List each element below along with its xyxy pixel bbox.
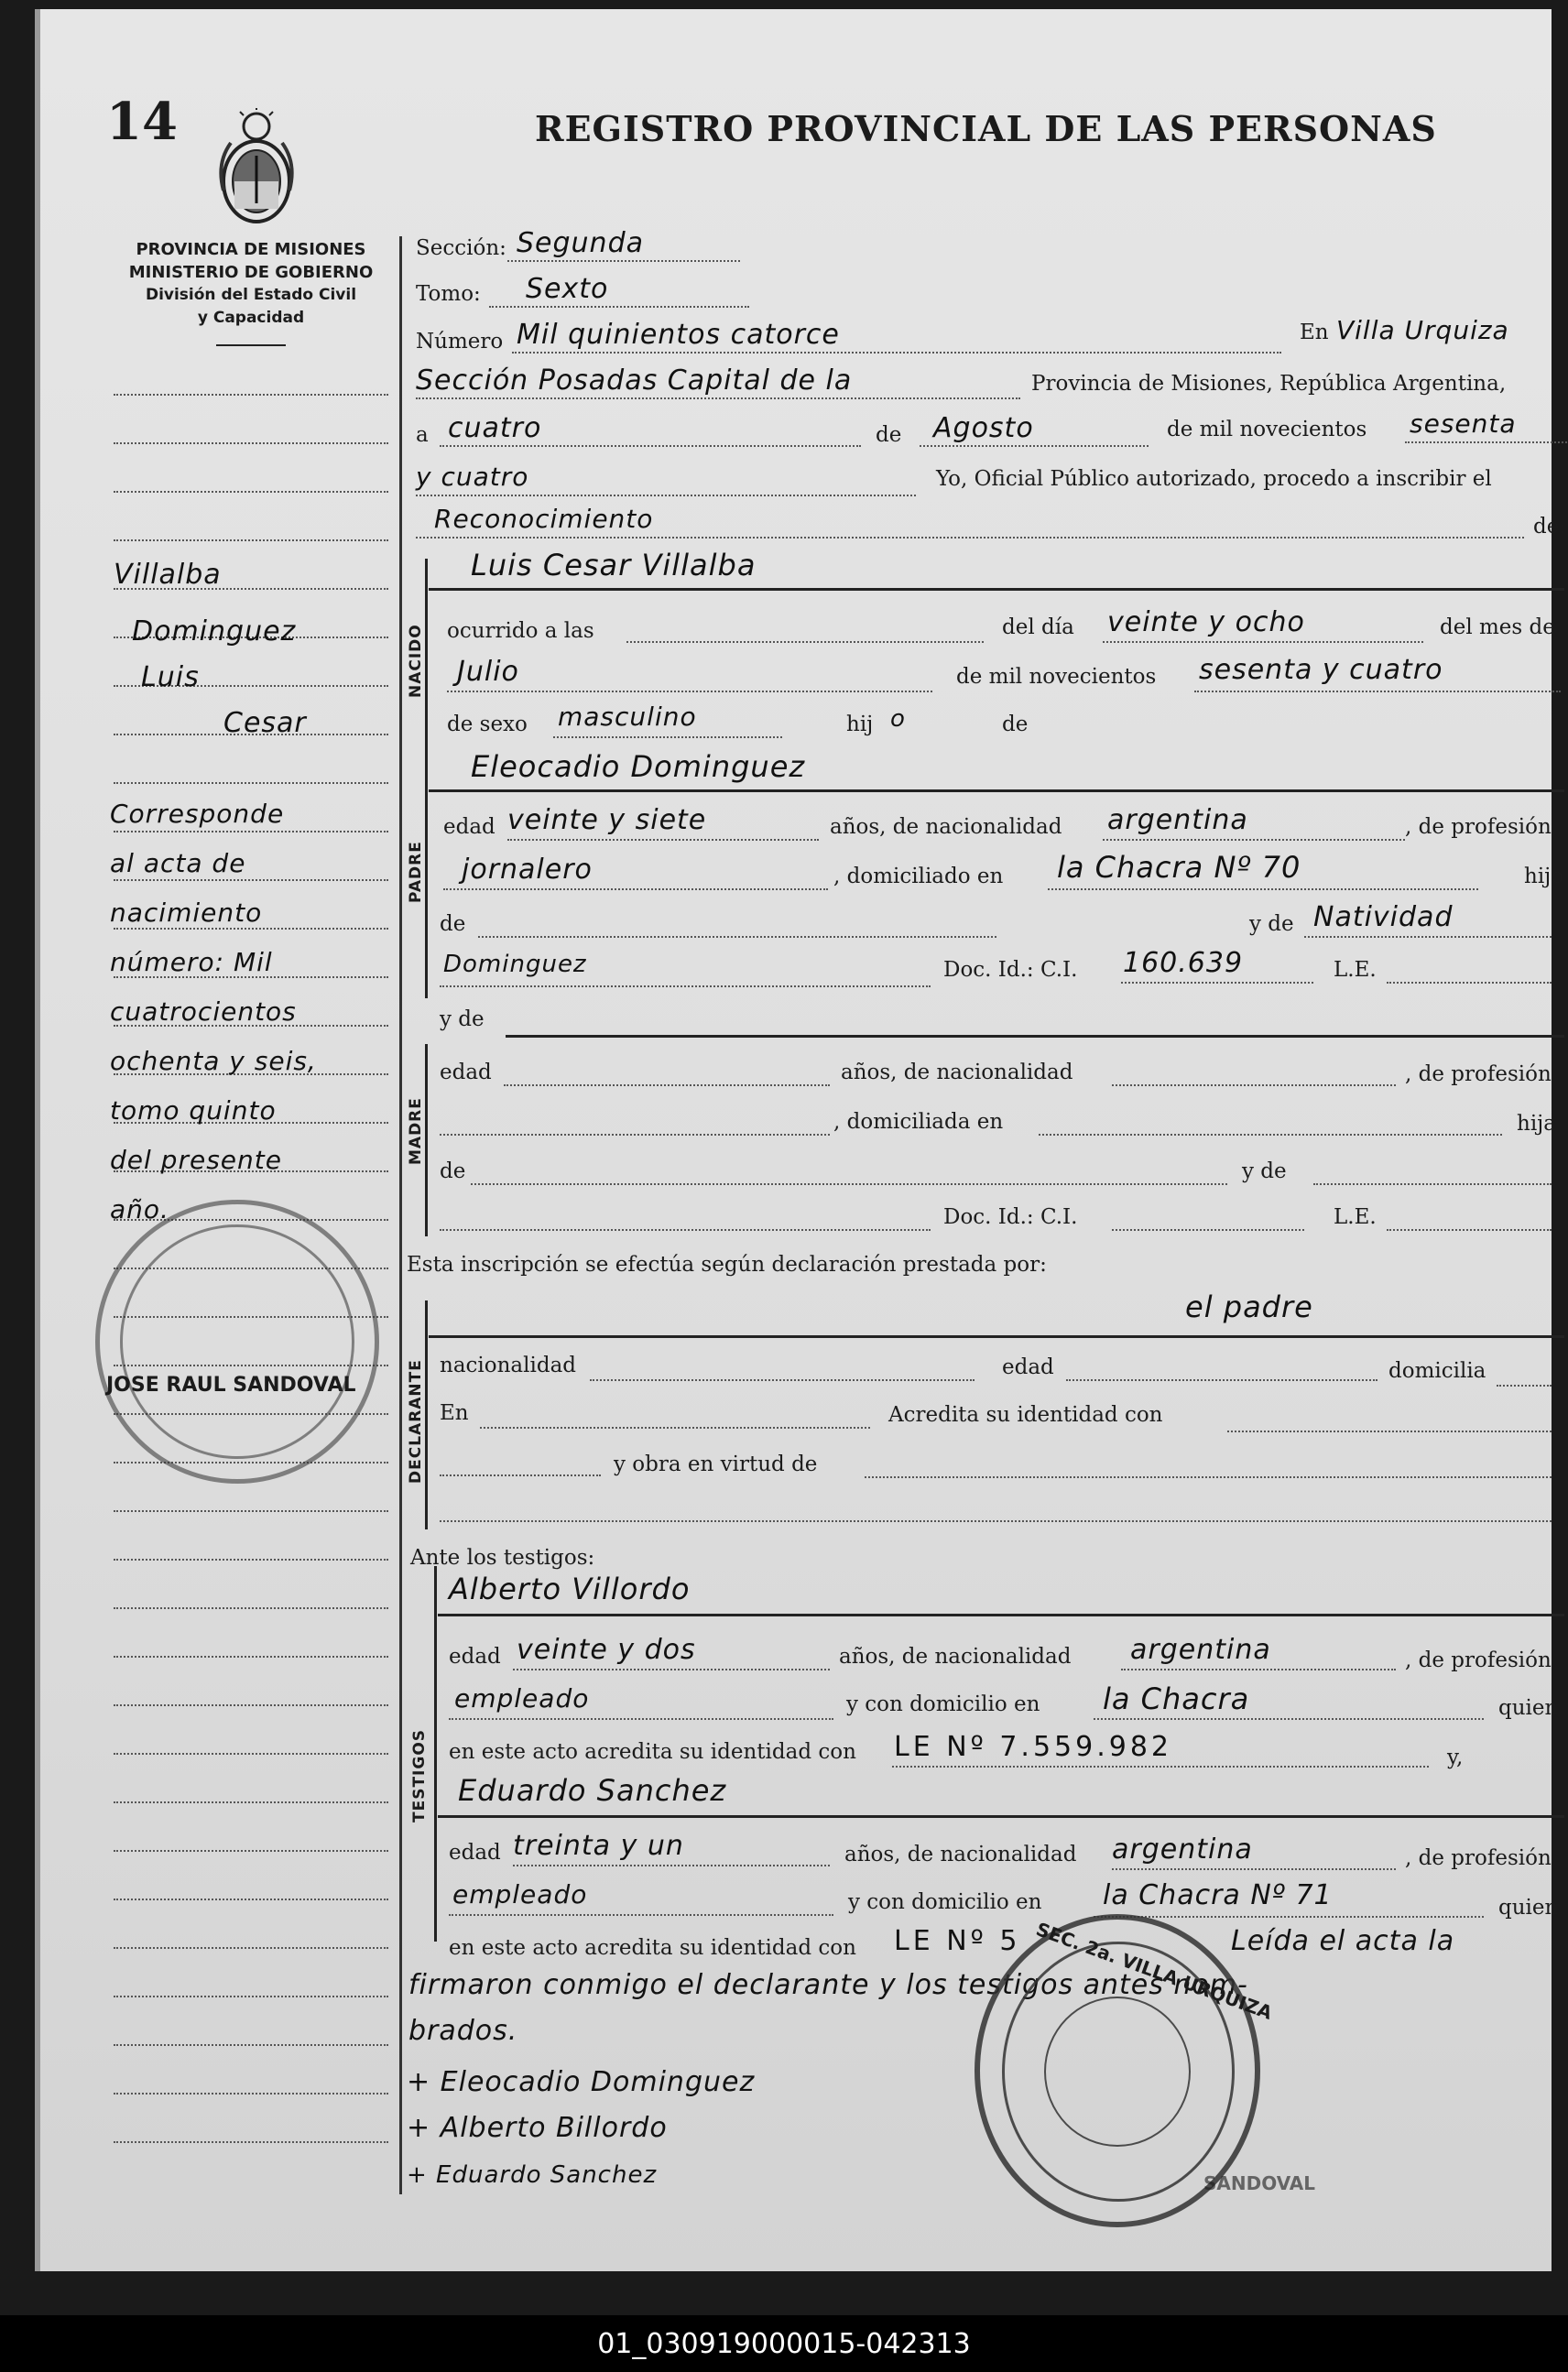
- margin-line: [114, 1656, 388, 1658]
- certificate-page: [35, 9, 1567, 2271]
- value-numero: Mil quinientos catorce: [517, 319, 840, 351]
- margin-line: [114, 2141, 388, 2143]
- margin-line: [114, 1801, 388, 1803]
- sexo-line: [553, 736, 782, 738]
- value-sexo: masculino: [558, 702, 697, 732]
- label-quien-t2: quien: [1498, 1896, 1559, 1920]
- label-le-padre: L.E.: [1334, 958, 1377, 982]
- issuing-office: [95, 238, 407, 353]
- coat-of-arms-seal: [212, 108, 300, 227]
- nac-t1-line: [1121, 1669, 1396, 1670]
- value-testigo1-edad: veinte y dos: [517, 1634, 696, 1666]
- prof-t2-line: [449, 1914, 833, 1916]
- label-quien-t1: quien: [1498, 1696, 1559, 1720]
- label-domicilia: domicilia: [1388, 1359, 1486, 1383]
- seccion-line: [507, 260, 740, 262]
- value-anio-acta: sesenta: [1410, 408, 1517, 439]
- label-de-padre: de: [1002, 713, 1029, 736]
- label-ante-testigos: Ante los testigos:: [410, 1546, 595, 1570]
- madre-bracket: [425, 1044, 437, 1236]
- label-de-abuelo-m: de: [440, 1159, 466, 1183]
- dom-madre-line: [1039, 1134, 1502, 1136]
- label-de-mil-nac: de mil novecientos: [956, 665, 1157, 689]
- value-padre-edad: veinte y siete: [507, 804, 707, 836]
- section-label-madre: MADRE: [407, 1097, 425, 1165]
- edad-madre-line: [504, 1084, 830, 1086]
- label-y-de-madre: y de: [440, 1007, 485, 1031]
- margin-line: [114, 442, 388, 444]
- label-anos-nac-padre: años, de nacionalidad: [830, 815, 1062, 839]
- le-padre-line: [1387, 982, 1552, 984]
- margin-note-line: número: Mil: [110, 947, 273, 977]
- label-con-domicilio-t1: y con domicilio en: [846, 1692, 1040, 1716]
- nac-padre-line: [1103, 839, 1405, 841]
- margin-note-line: año.: [110, 1194, 169, 1224]
- mes-acta-line: [920, 445, 1149, 447]
- testigo2-name-line: [438, 1815, 1564, 1818]
- label-domiciliado: , domiciliado en: [833, 865, 1004, 888]
- obra-line: [865, 1476, 1552, 1478]
- margin-note-line: nacimiento: [110, 898, 263, 928]
- label-de-mil: de mil novecientos: [1167, 418, 1367, 441]
- le-madre-line: [1387, 1229, 1552, 1231]
- label-provincia: Provincia de Misiones, República Argentina,: [1031, 372, 1507, 396]
- nac-t2-line: [1112, 1868, 1396, 1870]
- label-de-abuelo: de: [440, 912, 466, 936]
- margin-line: [114, 2044, 388, 2046]
- dom-t1-line: [1094, 1718, 1484, 1720]
- label-edad-t2: edad: [449, 1841, 501, 1865]
- left-official-stamp: [95, 1200, 379, 1484]
- value-cierre-2: brados.: [408, 2015, 518, 2047]
- value-testigo2-prof: empleado: [452, 1879, 588, 1910]
- label-de-sexo: de sexo: [447, 713, 528, 736]
- nacido-name-line: [429, 588, 1564, 591]
- label-ocurrido: ocurrido a las: [447, 619, 594, 643]
- label-a: a: [416, 423, 429, 447]
- margin-line: [114, 2093, 388, 2095]
- label-profesion-t1: , de profesión: [1405, 1648, 1552, 1672]
- value-nacido-mes: Julio: [457, 656, 519, 688]
- label-profesion-madre: , de profesión: [1405, 1062, 1552, 1086]
- margin-line: [114, 394, 388, 396]
- label-en: En: [1300, 321, 1329, 344]
- office-line-2: MINISTERIO DE GOBIERNO: [128, 263, 374, 282]
- declarante-bracket: [425, 1300, 437, 1529]
- label-acredita: Acredita su identidad con: [888, 1403, 1163, 1427]
- label-del-dia: del día: [1002, 615, 1074, 639]
- right-stamp-name: SANDOVAL: [1203, 2172, 1316, 2194]
- label-acto-acredita-t2: en este acto acredita su identidad con: [449, 1936, 856, 1960]
- section-label-testigos: TESTIGOS: [410, 1728, 429, 1823]
- prof-t1-line: [449, 1718, 833, 1720]
- document-title: REGISTRO PROVINCIAL DE LAS PERSONAS: [535, 108, 1437, 149]
- right-stamp-text: SEC. 2a. VILLA URQUIZA: [1033, 1918, 1276, 2024]
- label-edad-padre: edad: [443, 815, 495, 839]
- value-declarante: el padre: [1185, 1289, 1313, 1324]
- signature-2: + Alberto Billordo: [407, 2112, 668, 2144]
- value-nacido-nombre: Luis Cesar Villalba: [471, 548, 757, 582]
- label-esta-inscripcion: Esta inscripción se efectúa según declaración prestada por:: [407, 1253, 1047, 1277]
- margin-note-line: tomo quinto: [110, 1095, 277, 1126]
- margin-line: [114, 491, 388, 493]
- margin-line: [114, 539, 388, 541]
- footer-bar: [0, 2315, 1568, 2372]
- label-doc-padre: Doc. Id.: C.I.: [943, 958, 1078, 982]
- margin-line: [114, 1704, 388, 1706]
- margin-line: [114, 1996, 388, 1997]
- office-underline: [216, 344, 286, 346]
- obra-line-2: [440, 1520, 1552, 1522]
- abuelo-m-line: [471, 1183, 1227, 1185]
- signature-3: + Eduardo Sanchez: [407, 2161, 658, 2189]
- label-numero: Número: [416, 330, 504, 354]
- value-padre-domicilio: la Chacra Nº 70: [1057, 850, 1301, 885]
- margin-given-2: Cesar: [223, 707, 307, 739]
- value-testigo1-nombre: Alberto Villordo: [449, 1572, 691, 1606]
- prof-padre-line: [443, 888, 828, 890]
- anio-nac-line: [1194, 691, 1561, 692]
- anio2-line: [416, 495, 916, 496]
- label-anos-nac-t1: años, de nacionalidad: [839, 1645, 1072, 1669]
- margin-surname-1: Villalba: [114, 559, 222, 591]
- label-hij: hij: [846, 713, 874, 736]
- label-tomo: Tomo:: [416, 282, 481, 306]
- margin-line: [114, 782, 388, 784]
- margin-note-line: ochenta y seis,: [110, 1046, 317, 1076]
- nac-madre-line: [1112, 1084, 1396, 1086]
- margin-surname-2: Dominguez: [132, 615, 297, 647]
- footer-id: 01_030919000015-042313: [597, 2328, 971, 2360]
- margin-line: [114, 1559, 388, 1561]
- dia-acta-line: [440, 445, 861, 447]
- label-yo-oficial: Yo, Oficial Público autorizado, procedo a inscribir el: [936, 467, 1492, 491]
- abuela2-line: [440, 985, 931, 987]
- ci-madre-line: [1112, 1229, 1304, 1231]
- label-doc-madre: Doc. Id.: C.I.: [943, 1205, 1078, 1229]
- en-decl-line: [480, 1427, 870, 1429]
- label-de-mes: de: [876, 423, 902, 447]
- label-seccion: Sección:: [416, 236, 506, 260]
- value-padre-nacionalidad: argentina: [1107, 804, 1248, 836]
- margin-line: [114, 928, 388, 930]
- tomo-line: [489, 306, 749, 308]
- ci-padre-line: [1121, 982, 1313, 984]
- label-hijo: hijo: [1524, 865, 1564, 888]
- dia-nac-line: [1103, 641, 1423, 643]
- prof-madre-line: [440, 1134, 830, 1136]
- madre-name-line: [506, 1035, 1564, 1038]
- margin-given-1: Luis: [141, 661, 200, 693]
- abuela-line: [1304, 936, 1552, 938]
- label-hija: hija: [1517, 1112, 1557, 1136]
- edad-decl-line: [1066, 1379, 1377, 1381]
- label-profesion-t2: , de profesión: [1405, 1846, 1552, 1870]
- margin-line: [114, 1753, 388, 1755]
- testigo1-name-line: [438, 1614, 1564, 1616]
- margin-note-line: cuatrocientos: [110, 996, 297, 1027]
- office-line-3: División del Estado Civil: [145, 286, 357, 304]
- abuela-m2-line: [440, 1229, 931, 1231]
- obra-pre-line: [440, 1474, 601, 1476]
- label-y-de-abuela-m: y de: [1242, 1159, 1287, 1183]
- value-tramite: Reconocimiento: [434, 504, 654, 534]
- margin-line: [114, 831, 388, 832]
- doc-t1-line: [892, 1766, 1429, 1768]
- section-label-padre: PADRE: [407, 841, 425, 903]
- value-testigo2-nac: argentina: [1112, 1833, 1253, 1866]
- value-nacido-dia: veinte y ocho: [1107, 606, 1305, 638]
- label-del-mes: del mes de: [1440, 615, 1555, 639]
- value-testigo2-doc: LE Nº 5: [894, 1925, 1021, 1957]
- margin-line: [114, 1607, 388, 1609]
- padre-name-line: [429, 789, 1564, 792]
- label-profesion-padre: , de profesión: [1405, 815, 1552, 839]
- label-nacionalidad-decl: nacionalidad: [440, 1354, 577, 1377]
- value-testigo1-dom: la Chacra: [1103, 1681, 1250, 1716]
- value-dia-acta: cuatro: [448, 412, 542, 444]
- label-de-colon: de:: [1533, 515, 1567, 539]
- value-padre-profesion: jornalero: [462, 854, 593, 886]
- left-stamp-name: JOSE RAUL SANDOVAL: [106, 1374, 356, 1397]
- section-label-nacido: NACIDO: [407, 624, 425, 698]
- edad-t2-line: [513, 1865, 830, 1866]
- mes-nac-line: [447, 691, 932, 692]
- value-tomo: Sexto: [526, 273, 609, 305]
- edad-padre-line: [507, 839, 819, 841]
- value-mes-acta: Agosto: [933, 412, 1034, 444]
- numero-line: [512, 352, 1281, 354]
- value-abuela: Natividad: [1313, 901, 1454, 933]
- tramite-line: [416, 537, 1524, 539]
- margin-rule: [399, 236, 402, 2194]
- margin-line: [114, 1850, 388, 1852]
- label-edad-t1: edad: [449, 1645, 501, 1669]
- label-anos-nac-madre: años, de nacionalidad: [841, 1061, 1073, 1084]
- margin-note-line: del presente: [110, 1145, 282, 1175]
- label-acto-acredita-t1: en este acto acredita su identidad con: [449, 1740, 856, 1764]
- label-edad-madre: edad: [440, 1061, 492, 1084]
- value-padre-nombre: Eleocadio Dominguez: [471, 749, 806, 784]
- label-anos-nac-t2: años, de nacionalidad: [844, 1843, 1077, 1866]
- value-lugar: Villa Urquiza: [1336, 315, 1509, 345]
- value-nacido-anio: sesenta y cuatro: [1199, 654, 1443, 686]
- anio-acta-line: [1405, 441, 1568, 443]
- value-testigo2-edad: treinta y un: [513, 1830, 684, 1862]
- label-con-domicilio-t2: y con domicilio en: [848, 1890, 1042, 1914]
- margin-line: [114, 1899, 388, 1900]
- value-cierre-1: firmaron conmigo el declarante y los testigos antes nom-: [408, 1969, 1248, 2001]
- margin-line: [114, 1947, 388, 1949]
- padre-bracket: [425, 760, 437, 998]
- page-number: 14: [106, 92, 178, 152]
- abuelo-line: [478, 936, 996, 938]
- signature-1: + Eleocadio Dominguez: [407, 2066, 756, 2098]
- label-domiciliada: , domiciliada en: [833, 1110, 1004, 1134]
- nac-decl-line: [590, 1379, 975, 1381]
- value-seccion: Segunda: [517, 227, 644, 259]
- value-hij-suffix: o: [890, 705, 906, 733]
- dom-padre-line: [1048, 888, 1478, 890]
- margin-note-line: Corresponde: [110, 799, 285, 829]
- margin-line: [114, 1510, 388, 1512]
- abuela-m-line: [1313, 1183, 1552, 1185]
- label-y-de-abuela: y de: [1249, 912, 1294, 936]
- declarante-name-line: [429, 1335, 1564, 1338]
- value-testigo1-doc: LE Nº 7.559.982: [894, 1731, 1172, 1763]
- value-testigo2-dom: la Chacra Nº 71: [1103, 1879, 1333, 1911]
- office-line-1: PROVINCIA DE MISIONES: [136, 240, 366, 259]
- section-label-declarante: DECLARANTE: [407, 1359, 425, 1484]
- label-en-decl: En: [440, 1401, 469, 1425]
- value-anio-acta-2: y cuatro: [416, 462, 529, 492]
- label-le-madre: L.E.: [1334, 1205, 1377, 1229]
- value-abuela-apellido: Dominguez: [443, 951, 587, 978]
- domicilia-line: [1497, 1385, 1552, 1387]
- value-testigo1-nac: argentina: [1130, 1634, 1271, 1666]
- edad-t1-line: [513, 1669, 830, 1670]
- dom-t2-line: [1094, 1916, 1484, 1918]
- value-padre-ci: 160.639: [1123, 947, 1244, 979]
- acredita-line: [1227, 1431, 1552, 1432]
- value-testigo1-prof: empleado: [454, 1683, 590, 1714]
- label-obra: y obra en virtud de: [614, 1453, 818, 1476]
- label-edad-decl: edad: [1002, 1355, 1054, 1379]
- hora-line: [626, 641, 984, 643]
- value-testigo2-nombre: Eduardo Sanchez: [458, 1773, 727, 1808]
- value-lugar2: Sección Posadas Capital de la: [416, 365, 853, 397]
- testigos-bracket: [434, 1566, 446, 1942]
- office-line-4: y Capacidad: [197, 309, 305, 327]
- value-leida: Leída el acta la: [1231, 1925, 1455, 1957]
- lugar2-line: [416, 397, 1020, 399]
- label-y-comma: y,: [1447, 1746, 1464, 1769]
- margin-note-line: al acta de: [110, 848, 246, 878]
- margin-line: [114, 879, 388, 881]
